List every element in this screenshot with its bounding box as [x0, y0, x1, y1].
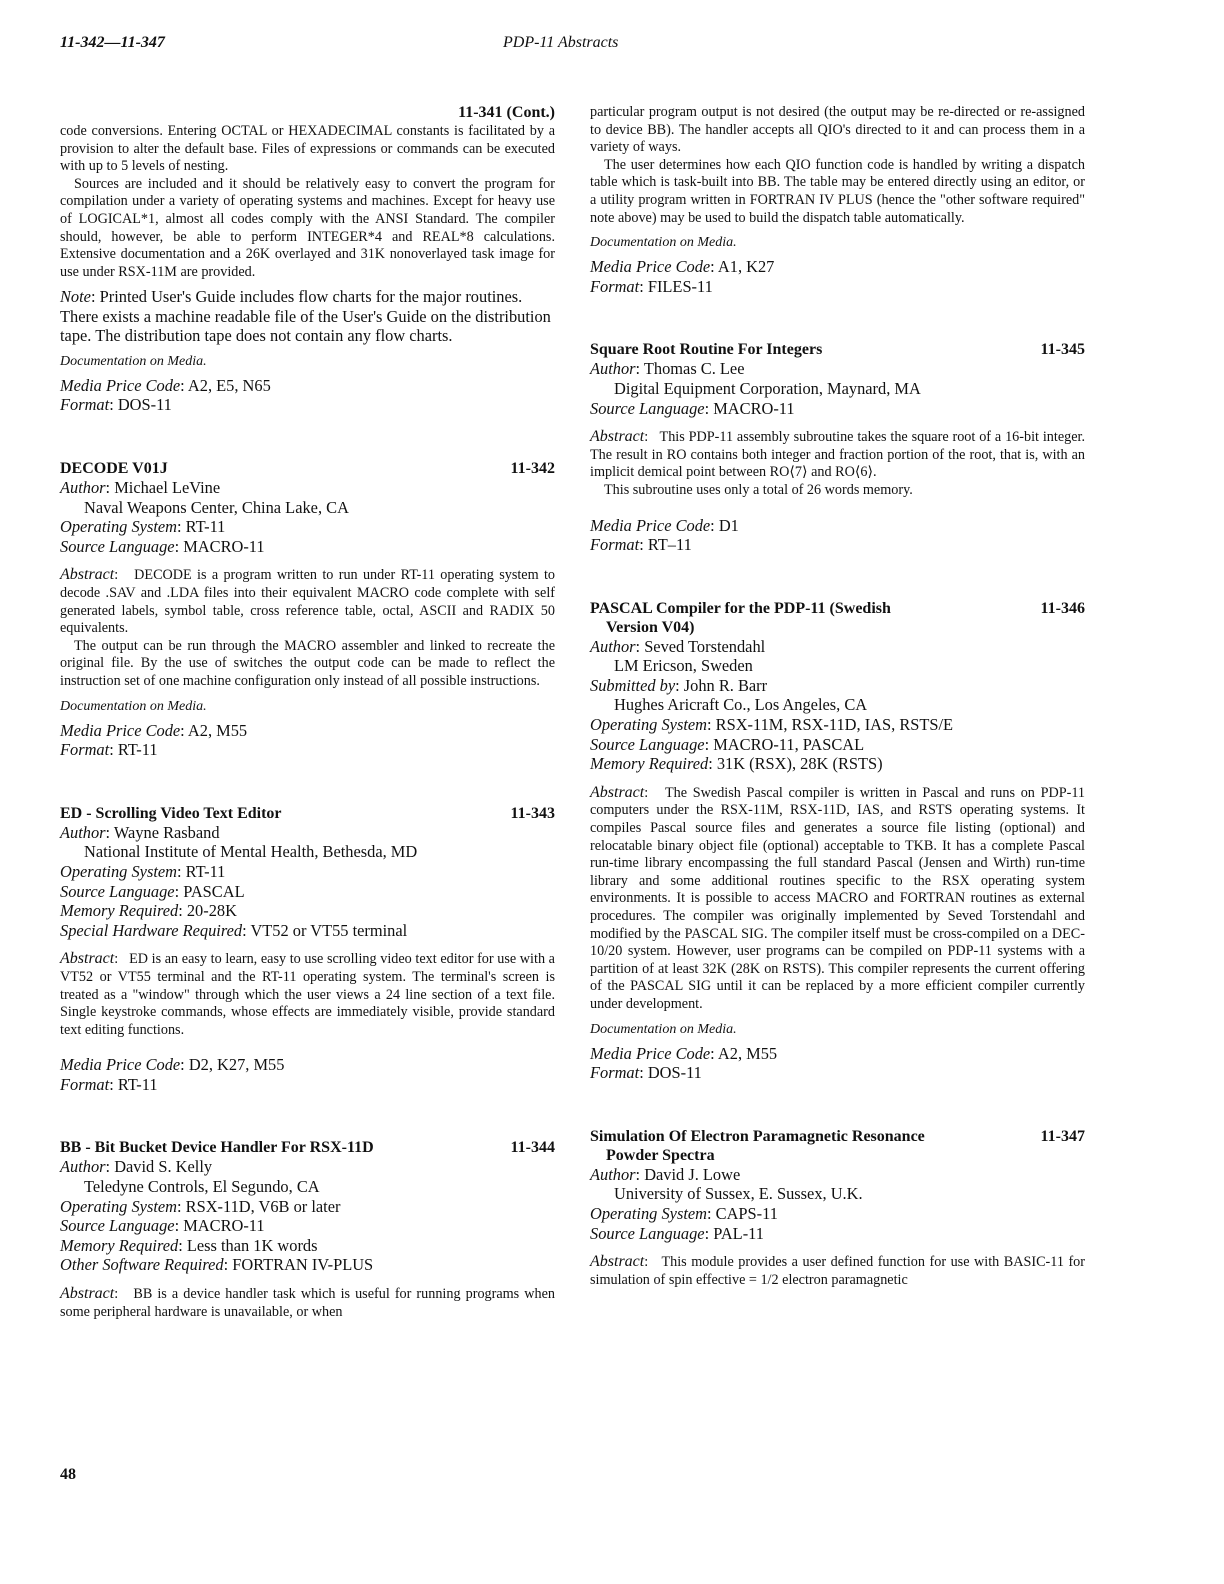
- entry-11-345: [590, 340, 1085, 554]
- abstract: Abstract: The Swedish Pascal compiler is written in Pascal and runs on PDP-11 computers under the RSX-11M, RSX-11D, IAS, and RSTS operating systems. It compiles Pascal source files and generates a source file listing (optional) and relocatable binary object file (optional) acceptable to TKB. It has a complete Pascal run-time library encompassing the full standard Pascal (Jensen and Wirth) run-time library and some additional routines specific to the RSX operating system environments. It is possible to access MACRO and FORTRAN routines as external procedures. The compiler was originally implemented by Seved Torstendahl and modified by the PASCAL SIG. The compiler itself must be cross-compiled on a DEC-10/20 system. However, user programs can be compiled on PDP-11 systems with a partition of at least 32K (28K on RSTS). This compiler represents the current offering of the PASCAL SIG until it can be replaced by a more efficient compiler currently under development.: [590, 783, 1085, 1012]
- format: Format: RT–11: [590, 535, 692, 555]
- source-language: Source Language: PAL-11: [590, 1223, 764, 1243]
- note-paragraph: Note: Printed User's Guide includes flow charts for the major routines. There exists a machine readable file of the User's Guide on the distribution tape. The distribution tape does not contain any flow charts.: [60, 287, 551, 346]
- entry-11-347: [590, 1127, 1085, 1290]
- source-language: Source Language: PASCAL: [60, 881, 245, 901]
- format: Format: RT-11: [60, 1074, 158, 1094]
- price-code: Media Price Code: D1: [590, 515, 739, 535]
- entry-number: 11-346: [1040, 599, 1085, 617]
- cont-paragraph-1: code conversions. Entering OCTAL or HEXADECIMAL constants is facilitated by a provision to alter the default base. Files of expressions or commands can be executed with up to 5 levels of nesting.: [60, 123, 555, 175]
- source-language: Source Language: MACRO-11: [60, 1216, 265, 1236]
- right-column: [590, 104, 1085, 1289]
- entry-11-342: [60, 459, 555, 760]
- page-number: 48: [60, 1466, 76, 1483]
- submitter-affiliation: Hughes Aricraft Co., Los Angeles, CA: [614, 695, 868, 715]
- entry-title: Simulation Of Electron Paramagnetic Resonance Powder Spectra: [590, 1127, 925, 1164]
- doc-on-media: Documentation on Media.: [60, 353, 207, 369]
- entry-number: 11-344: [510, 1139, 555, 1157]
- price-code: Media Price Code: A2, M55: [60, 720, 248, 740]
- running-head-range: 11-342—11-347: [60, 34, 165, 51]
- format: Format: FILES-11: [590, 276, 713, 296]
- format: Format: DOS-11: [60, 395, 172, 415]
- abstract: Abstract: DECODE is a program written to run under RT-11 operating system to decode .SAV and .LDA files into their equivalent MACRO code complete with self generated labels, symbol table, cross reference table, octal, ASCII and RADIX 50 equivalents.: [60, 566, 555, 637]
- price-code: Media Price Code: A2, M55: [590, 1043, 778, 1063]
- entry-number: 11-347: [1040, 1127, 1085, 1145]
- source-language: Source Language: MACRO-11, PASCAL: [590, 734, 865, 754]
- memory-required: Memory Required: 31K (RSX), 28K (RSTS): [590, 754, 883, 774]
- memory-required: Memory Required: 20-28K: [60, 901, 237, 921]
- doc-on-media: Documentation on Media.: [60, 698, 207, 714]
- author: Author: Michael LeVine: [60, 478, 221, 498]
- abstract: Abstract: This PDP-11 assembly subroutine takes the square root of a 16-bit integer. The result in RO contains both integer and fraction portion of the root, that is, with an implicit demical point between RO⟨7⟩ and RO⟨6⟩.: [590, 428, 1085, 481]
- format: Format: DOS-11: [590, 1063, 702, 1083]
- entry-11-344: [60, 1138, 555, 1321]
- entry-number: 11-343: [510, 804, 555, 822]
- author: Author: Thomas C. Lee: [590, 359, 745, 379]
- source-language: Source Language: MACRO-11: [60, 536, 265, 556]
- affiliation: Teledyne Controls, El Segundo, CA: [84, 1177, 320, 1197]
- entry-title: PASCAL Compiler for the PDP-11 (Swedish Version V04): [590, 599, 891, 636]
- entry-number: 11-345: [1040, 341, 1085, 359]
- abstract: Abstract: BB is a device handler task which is useful for running programs when some peripheral hardware is unavailable, or when: [60, 1285, 555, 1320]
- bb-cont-paragraph-2: The user determines how each QIO function code is handled by writing a dispatch table which is task-built into BB. The table may be entered directly using an editor, or a utility program written in FORTRAN IV PLUS (hence the "other software required" note above) may be used to build the dispatch table automatically.: [590, 156, 1085, 226]
- operating-system: Operating System: CAPS-11: [590, 1203, 778, 1223]
- affiliation: Digital Equipment Corporation, Maynard, MA: [614, 378, 921, 398]
- operating-system: Operating System: RT-11: [60, 861, 226, 881]
- operating-system: Operating System: RSX-11D, V6B or later: [60, 1196, 341, 1216]
- doc-on-media: Documentation on Media.: [590, 1021, 737, 1037]
- abstract-2: The output can be run through the MACRO assembler and linked to recreate the original file. By the use of switches the output code can be made to reflect the instruction set of one machine configuration only instead of all possible instructions.: [60, 637, 555, 689]
- source-language: Source Language: MACRO-11: [590, 398, 795, 418]
- author: Author: Seved Torstendahl: [590, 636, 766, 656]
- abstract: Abstract: ED is an easy to learn, easy to use scrolling video text editor for use with a VT52 or VT55 terminal and the RT-11 operating system. The terminal's screen is treated as a "window" through which the user views a 24 line section of a text file. Single keystroke commands, whose effects are immediately visible, provide standard text editing functions.: [60, 950, 555, 1038]
- special-hardware: Special Hardware Required: VT52 or VT55 terminal: [60, 920, 408, 940]
- price-code: Media Price Code: D2, K27, M55: [60, 1055, 285, 1075]
- affiliation: LM Ericson, Sweden: [614, 656, 753, 676]
- memory-required: Memory Required: Less than 1K words: [60, 1235, 318, 1255]
- abstract-2: This subroutine uses only a total of 26 words memory.: [604, 481, 913, 498]
- author: Author: David J. Lowe: [590, 1164, 741, 1184]
- cont-paragraph-2: Sources are included and it should be relatively easy to convert the program for compilation under a variety of operating systems and machines. Except for heavy use of LOGICAL*1, almost all codes comply with the ANSI Standard. The compiler should, however, be able to perform INTEGER*4 and REAL*8 calculations. Extensive documentation and a 26K overlayed and 31K nonoverlayed task image for use under RSX-11M are provided.: [60, 175, 555, 280]
- affiliation: National Institute of Mental Health, Bethesda, MD: [84, 842, 418, 862]
- entry-11-343: [60, 804, 555, 1095]
- entry-title: Square Root Routine For Integers: [590, 341, 823, 359]
- entry-number: 11-342: [510, 460, 555, 478]
- entry-title: DECODE V01J: [60, 460, 168, 478]
- entry-11-346: [590, 599, 1085, 1083]
- price-code: Media Price Code: A1, K27: [590, 257, 775, 277]
- price-code: Media Price Code: A2, E5, N65: [60, 375, 271, 395]
- other-software: Other Software Required: FORTRAN IV-PLUS: [60, 1255, 374, 1275]
- affiliation: University of Sussex, E. Sussex, U.K.: [614, 1184, 863, 1204]
- left-column: [60, 104, 555, 1321]
- entry-title: ED - Scrolling Video Text Editor: [60, 804, 282, 822]
- operating-system: Operating System: RT-11: [60, 517, 226, 537]
- abstract: Abstract: This module provides a user defined function for use with BASIC-11 for simulation of spin effective = 1/2 electron paramagnetic: [590, 1253, 1085, 1288]
- operating-system: Operating System: RSX-11M, RSX-11D, IAS, RSTS/E: [590, 715, 954, 735]
- doc-on-media: Documentation on Media.: [590, 235, 737, 251]
- entry-title: BB - Bit Bucket Device Handler For RSX-11D: [60, 1139, 374, 1157]
- author: Author: David S. Kelly: [60, 1157, 213, 1177]
- continued-label: 11-341 (Cont.): [458, 104, 555, 121]
- format: Format: RT-11: [60, 740, 158, 760]
- author: Author: Wayne Rasband: [60, 822, 220, 842]
- bb-cont-paragraph-1: particular program output is not desired (the output may be re-directed or re-assigned to device BB). The handler accepts all QIO's directed to it and can process them in a variety of ways.: [590, 104, 1085, 156]
- affiliation: Naval Weapons Center, China Lake, CA: [84, 497, 349, 517]
- running-head-title: PDP-11 Abstracts: [503, 34, 619, 51]
- submitted-by: Submitted by: John R. Barr: [590, 675, 768, 695]
